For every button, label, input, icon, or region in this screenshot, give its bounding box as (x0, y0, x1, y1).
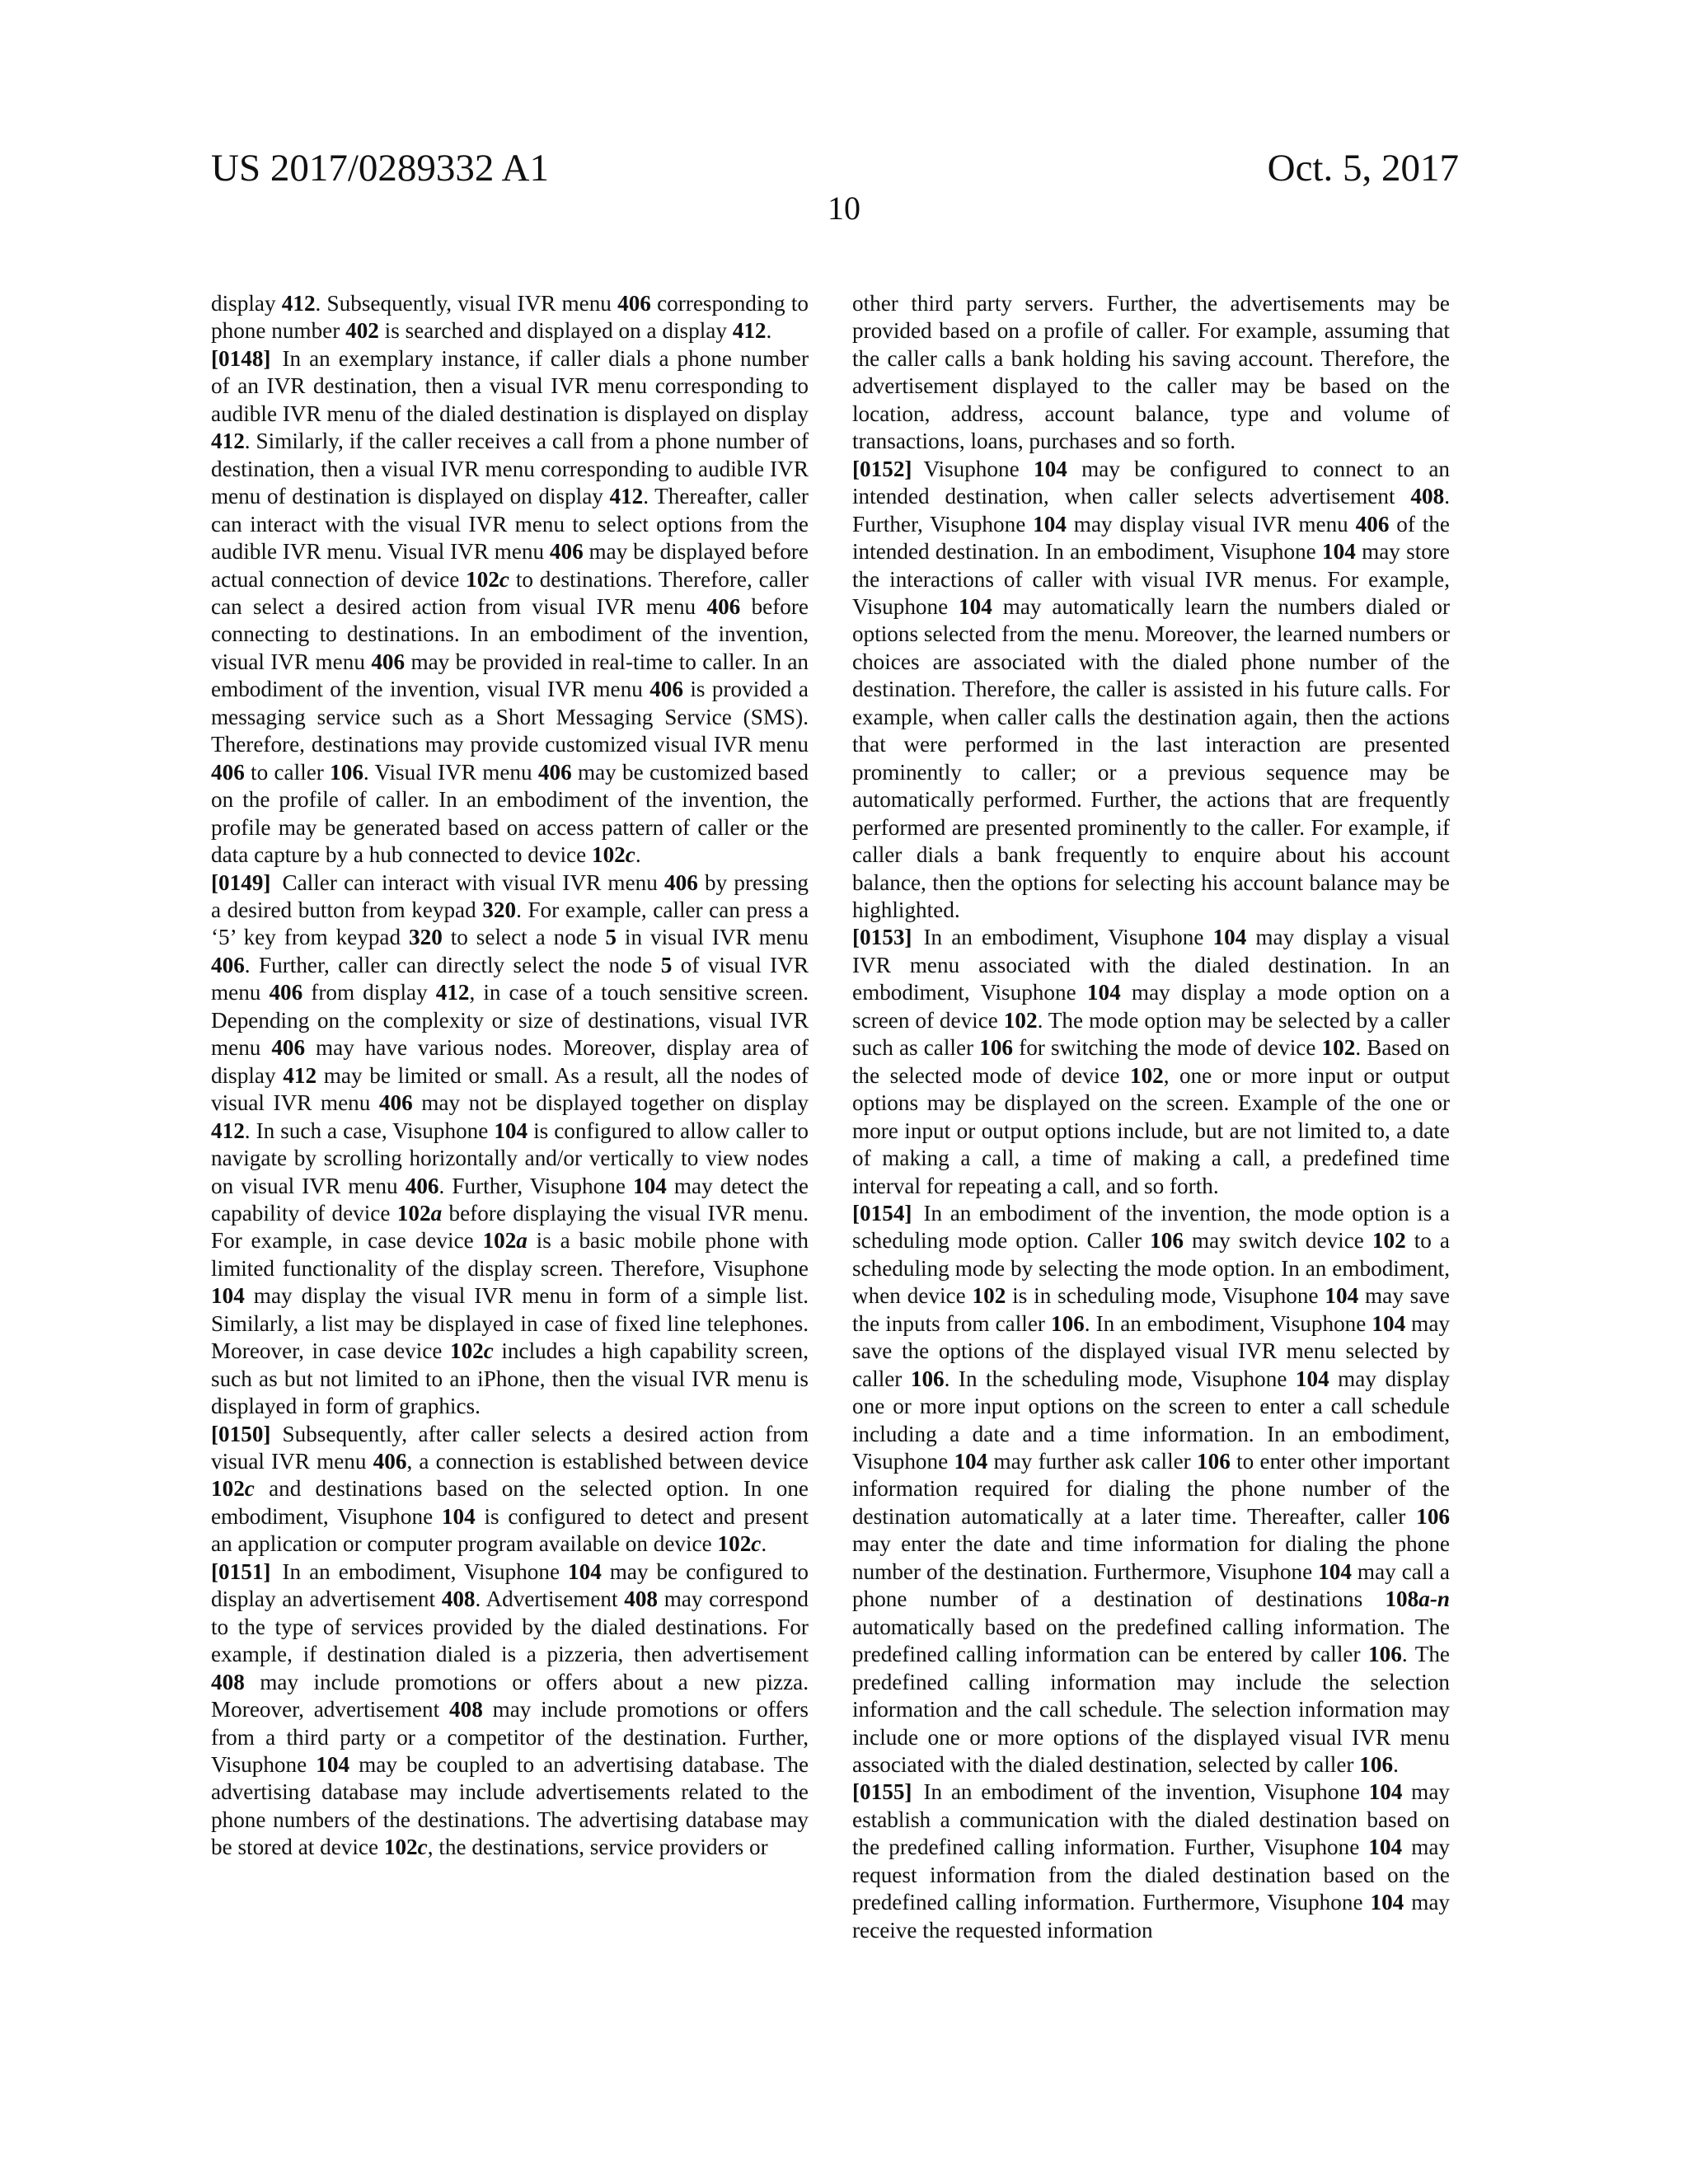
paragraph-number: [0153] (852, 925, 912, 950)
paragraph-0151 (211, 1558, 809, 1862)
paragraph-number: [0152] (852, 456, 912, 481)
paragraph-number: [0154] (852, 1200, 912, 1226)
paragraph-text: other third party servers. Further, the advertisements may be provided based on a profile of caller. For example, assuming that the caller calls a bank holding his saving account. Therefore, the advertisement displayed to the caller may be based on the location, address, account balance, type and volume of transactions, loans, purchases and so forth. (852, 291, 1450, 454)
paragraph-number: [0149] (211, 869, 271, 895)
page-number: 10 (828, 190, 860, 227)
paragraph-0148 (211, 345, 809, 869)
paragraph-number: [0155] (852, 1779, 912, 1805)
paragraph-number: [0151] (211, 1558, 271, 1584)
paragraph-text: display 412. Subsequently, visual IVR menu 406 corresponding to phone number 402 is searched and displayed on a display 412. (211, 291, 809, 344)
paragraph-0150 (211, 1421, 809, 1558)
paragraph-text: In an embodiment of the invention, Visuphone 104 may establish a communication with the dialed destination based on the predefined calling information. Further, Visuphone 104 may request information from the dialed destination based on the predefined calling information. Furthermore, Visuphone 104 may receive the requested information (852, 1779, 1451, 1943)
paragraph-number: [0148] (211, 345, 271, 371)
paragraph-0152 (852, 456, 1450, 925)
text-column-right (852, 290, 1450, 1944)
paragraph-continuation (852, 290, 1450, 456)
paragraph-0155 (852, 1779, 1450, 1944)
paragraph-text: In an embodiment of the invention, the mode option is a scheduling mode option. Caller 106 may switch device 102 to a scheduling mode by selecting the mode option. In an embodiment, when device 102 is in scheduling mode, Visuphone 104 may save the inputs from caller 106. In an embodiment, Visuphone 104 may save the options of the displayed visual IVR menu selected by caller 106. In the scheduling mode, Visuphone 104 may display one or more input options on the screen to enter a call schedule including a date and a time information. In an embodiment, Visuphone 104 may further ask caller 106 to enter other important information required for dialing the phone number of the destination automatically at a later time. Thereafter, caller 106 may enter the date and time information for dialing the phone number of the destination. Furthermore, Visuphone 104 may call a phone number of a destination of destinations 108a-n automatically based on the predefined calling information. The predefined calling information can be entered by caller 106. The predefined calling information may include the selection information and the call schedule. The selection information may include one or more options of the displayed visual IVR menu associated with the dialed destination, selected by caller 106. (852, 1200, 1451, 1778)
paragraph-text: In an embodiment, Visuphone 104 may display a visual IVR menu associated with the dialed destination. In an embodiment, Visuphone 104 may display a mode option on a screen of device 102. The mode option may be selected by a caller such as caller 106 for switching the mode of device 102. Based on the selected mode of device 102, one or more input or output options may be displayed on the screen. Example of the one or more input or output options include, but are not limited to, a date of making a call, a time of making a call, a predefined time interval for repeating a call, and so forth. (852, 925, 1450, 1198)
publication-date: Oct. 5, 2017 (1267, 147, 1459, 190)
paragraph-number: [0150] (211, 1421, 271, 1446)
paragraph-0149 (211, 869, 809, 1421)
paragraph-text: Visuphone 104 may be configured to connect to an intended destination, when caller selects advertisement 408. Further, Visuphone 104 may display visual IVR menu 406 of the intended destination. In an embodiment, Visuphone 104 may store the interactions of caller with visual IVR menus. For example, Visuphone 104 may automatically learn the numbers dialed or options selected from the menu. Moreover, the learned numbers or choices are associated with the dialed phone number of the destination. Therefore, the caller is assisted in his future calls. For example, when caller calls the destination again, then the actions that were performed in the last interaction are presented prominently to caller; or a previous sequence may be automatically performed. Further, the actions that are frequently performed are presented prominently to the caller. For example, if caller dials a bank frequently to enquire about his account balance, then the options for selecting his account balance may be highlighted. (852, 456, 1451, 922)
paragraph-text: In an exemplary instance, if caller dials a phone number of an IVR destination, then a visual IVR menu corresponding to audible IVR menu of the dialed destination is displayed on display 412. Similarly, if the caller receives a call from a phone number of destination, then a visual IVR menu corresponding to audible IVR menu of destination is displayed on display 412. Thereafter, caller can interact with the visual IVR menu to select options from the audible IVR menu. Visual IVR menu 406 may be displayed before actual connection of device 102c to destinations. Therefore, caller can select a desired action from visual IVR menu 406 before connecting to destinations. In an embodiment of the invention, visual IVR menu 406 may be provided in real-time to caller. In an embodiment of the invention, visual IVR menu 406 is provided a messaging service such as a Short Messaging Service (SMS). Therefore, destinations may provide customized visual IVR menu 406 to caller 106. Visual IVR menu 406 may be customized based on the profile of caller. In an embodiment of the invention, the profile may be generated based on access pattern of caller or the data capture by a hub connected to device 102c. (211, 345, 809, 868)
paragraph-text: Caller can interact with visual IVR menu 406 by pressing a desired button from keypad 320. For example, caller can press a ‘5’ key from keypad 320 to select a node 5 in visual IVR menu 406. Further, caller can directly select the node 5 of visual IVR menu 406 from display 412, in case of a touch sensitive screen. Depending on the complexity or size of destinations, visual IVR menu 406 may have various nodes. Moreover, display area of display 412 may be limited or small. As a result, all the nodes of visual IVR menu 406 may not be displayed together on display 412. In such a case, Visuphone 104 is configured to allow caller to navigate by scrolling horizontally and/or vertically to view nodes on visual IVR menu 406. Further, Visuphone 104 may detect the capability of device 102a before displaying the visual IVR menu. For example, in case device 102a is a basic mobile phone with limited functionality of the display screen. Therefore, Visuphone 104 may display the visual IVR menu in form of a simple list. Similarly, a list may be displayed in case of fixed line telephones. Moreover, in case device 102c includes a high capability screen, such as but not limited to an iPhone, then the visual IVR menu is displayed in form of graphics. (211, 869, 809, 1419)
publication-number: US 2017/0289332 A1 (211, 147, 549, 190)
paragraph-continuation (211, 290, 809, 345)
paragraph-text: Subsequently, after caller selects a desired action from visual IVR menu 406, a connection is established between device 102c and destinations based on the selected option. In one embodiment, Visuphone 104 is configured to detect and present an application or computer program available on device 102c. (211, 1421, 809, 1557)
paragraph-text: In an embodiment, Visuphone 104 may be configured to display an advertisement 408. Advertisement 408 may correspond to the type of services provided by the dialed destinations. For example, if destination dialed is a pizzeria, then advertisement 408 may include promotions or offers about a new pizza. Moreover, advertisement 408 may include promotions or offers from a third party or a competitor of the destination. Further, Visuphone 104 may be coupled to an advertising database. The advertising database may include advertisements related to the phone numbers of the destinations. The advertising database may be stored at device 102c, the destinations, service providers or (211, 1558, 809, 1860)
paragraph-0153 (852, 924, 1450, 1200)
paragraph-0154 (852, 1200, 1450, 1779)
text-column-left (211, 290, 809, 1862)
